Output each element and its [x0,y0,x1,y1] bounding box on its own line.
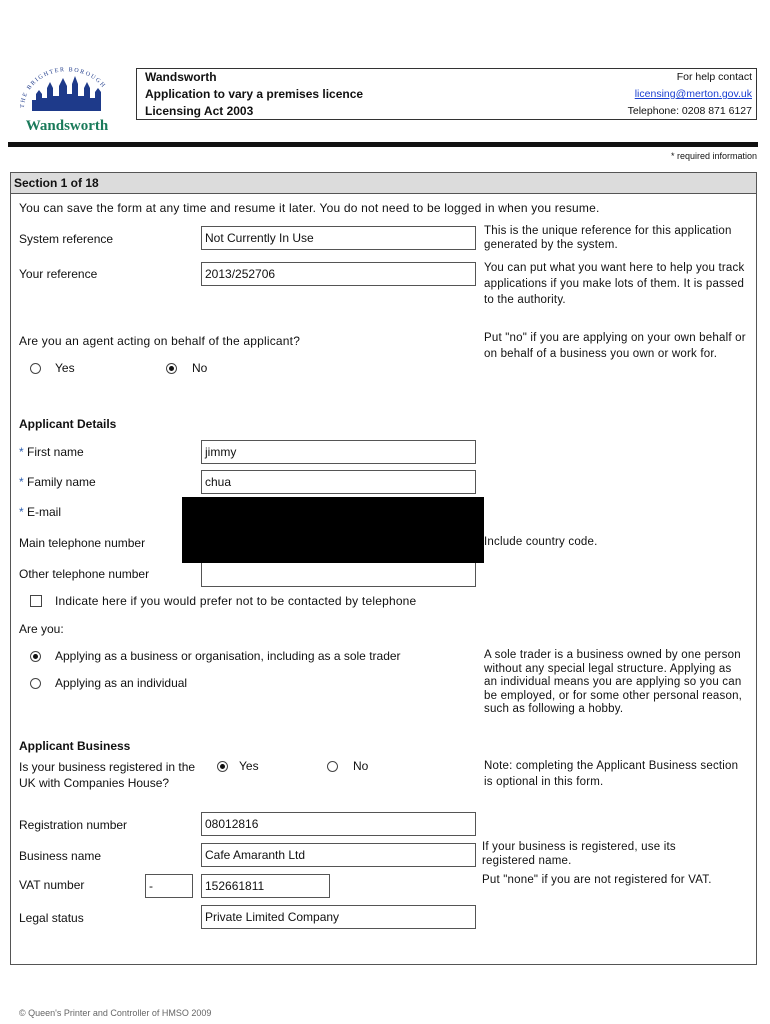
business-option-label: Applying as a business or organisation, including as a sole trader [55,649,401,663]
required-marker: * [19,505,24,519]
vat-label: VAT number [19,878,85,892]
header-title-line2: Application to vary a premises licence [145,87,364,101]
are-you-help: A sole trader is a business owned by one person without any special legal structure. Applying as an individual means you are applying so you can be employed, or for some other personal reason, such as following a hobby. [484,649,743,715]
first-name-field[interactable]: jimmy [201,440,476,464]
main-phone-help: Include country code. [484,536,598,548]
other-phone-field[interactable] [201,563,476,587]
legal-status-label: Legal status [19,911,84,925]
agent-no-label: No [192,361,208,375]
first-name-label [19,445,84,459]
registration-field[interactable]: 08012816 [201,812,476,836]
header-title-line3: Licensing Act 2003 [145,104,254,118]
redaction-block [182,497,484,563]
registered-help: Note: completing the Applicant Business section is optional in this form. [484,760,739,788]
header-divider [8,142,758,147]
your-reference-field[interactable]: 2013/252706 [201,262,476,286]
email-label [19,505,61,519]
your-reference-label: Your reference [19,267,98,281]
your-reference-help: You can put what you want here to help you track applications if you make lots of them. It is passed to the authority. [484,262,745,306]
vat-prefix-field[interactable]: - [145,874,193,898]
individual-option-radio[interactable] [30,678,41,689]
logo-skyline-icon [14,64,120,134]
section-intro: You can save the form at any time and resume it later. You do not need to be logged in when you resume. [19,201,600,215]
business-name-help: If your business is registered, use its registered name. [482,841,676,867]
logo-arc-text: THE BRIGHTER BOROUGH [19,67,107,109]
business-name-field[interactable]: Cafe Amaranth Ltd [201,843,476,867]
other-phone-label: Other telephone number [19,567,150,581]
help-phone: Telephone: 0208 871 6127 [627,105,752,117]
no-phone-contact-checkbox[interactable] [30,595,42,607]
agent-no-radio[interactable] [166,363,177,374]
footer-copyright: © Queen's Printer and Controller of HMSO 2009 [19,1008,212,1018]
registered-yes-radio[interactable] [217,761,228,772]
individual-option-label: Applying as an individual [55,676,188,690]
agent-help: Put "no" if you are applying on your own behalf or on behalf of a business you own or work for. [484,332,746,360]
business-name-label: Business name [19,849,102,863]
required-marker: * [19,475,24,489]
agent-yes-radio[interactable] [30,363,41,374]
first-name-text: First name [27,445,84,459]
applicant-business-heading: Applicant Business [19,739,131,753]
family-name-label [19,475,96,489]
vat-number-field[interactable]: 152661811 [201,874,330,898]
wandsworth-logo [14,64,120,134]
no-phone-contact-label: Indicate here if you would prefer not to be contacted by telephone [55,594,417,608]
email-text: E-mail [27,505,62,519]
help-contact-label: For help contact [676,71,752,83]
family-name-text: Family name [27,475,96,489]
legal-status-field[interactable]: Private Limited Company [201,905,476,929]
required-note: * required information [670,151,757,161]
business-option-radio[interactable] [30,651,41,662]
registered-question: Is your business registered in the UK with Companies House? [19,760,196,790]
registration-label: Registration number [19,818,128,832]
are-you-label: Are you: [19,622,64,636]
system-reference-help: This is the unique reference for this application generated by the system. [484,225,732,251]
system-reference-field[interactable]: Not Currently In Use [201,226,476,250]
help-email-link[interactable]: licensing@merton.gov.uk [634,88,752,100]
main-phone-label: Main telephone number [19,536,146,550]
agent-yes-label: Yes [55,361,75,375]
system-reference-label: System reference [19,232,114,246]
logo-text: Wandsworth [25,118,109,134]
section-title-bar [10,172,757,194]
vat-help: Put "none" if you are not registered for VAT. [482,874,712,886]
agent-question: Are you an agent acting on behalf of the applicant? [19,334,301,348]
required-marker: * [19,445,24,459]
section-title: Section 1 of 18 [14,176,99,190]
registered-no-label: No [353,759,369,773]
registered-yes-label: Yes [239,759,259,773]
applicant-details-heading: Applicant Details [19,417,117,431]
header-title-line1: Wandsworth [145,70,217,84]
registered-no-radio[interactable] [327,761,338,772]
family-name-field[interactable]: chua [201,470,476,494]
